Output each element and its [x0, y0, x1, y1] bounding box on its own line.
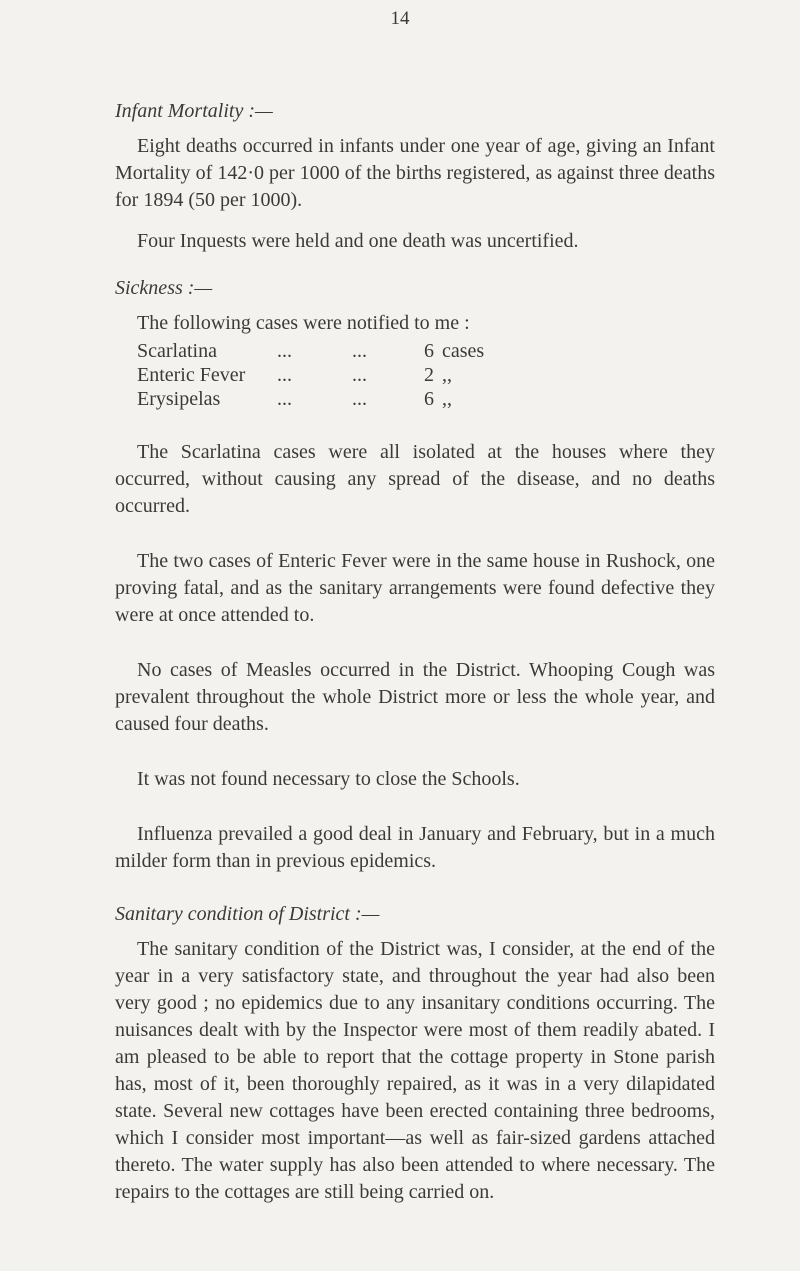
case-row-scarlatina: [137, 339, 715, 363]
infant-mortality-section: [115, 100, 715, 255]
sanitary-section: [115, 903, 715, 1206]
sickness-intro: The following cases were notified to me :: [137, 312, 470, 334]
cases-list: [137, 339, 715, 411]
measles-whooping-cough-paragraph: No cases of Measles occurred in the District. Whooping Cough was prevalent throughout the whole District more or less the whole year, and caused four deaths.: [115, 659, 715, 735]
case-leader-dots: ...: [352, 340, 367, 362]
case-disease: Erysipelas: [137, 388, 221, 410]
sanitary-paragraph: The sanitary condition of the District was, I consider, at the end of the year in a very satisfactory state, and throughout the year had also been very good ; no epidemics due to any insanitary conditions occurring. The nuisances dealt with by the Inspector were most of them readily abated. I am pleased to be able to report that the cottage property in Stone parish has, most of it, been thoroughly repaired, as it was in a very dilapidated state. Several new cottages have been erected containing three bedrooms, which I consider most important—as well as fair-sized gardens attached thereto. The water supply has also been attended to where necessary. The repairs to the cottages are still being carried on.: [115, 938, 715, 1203]
sanitary-heading: Sanitary condition of District :—: [115, 903, 380, 925]
case-leader-dots: ...: [352, 364, 367, 386]
infant-mortality-paragraph-1: Eight deaths occurred in infants under one year of age, giving an Infant Mortality of 142·0 per 1000 of the births registered, as against three deaths for 1894 (50 per 1000).: [115, 135, 715, 211]
page-number: 14: [390, 8, 410, 29]
case-count: 2: [424, 364, 434, 386]
case-count: 6: [424, 388, 434, 410]
case-leader-dots: ...: [277, 364, 292, 386]
sickness-section: [115, 277, 715, 875]
enteric-fever-paragraph: The two cases of Enteric Fever were in the same house in Rushock, one proving fatal, and as the sanitary arrangements were found defective they were at once attended to.: [115, 550, 715, 626]
influenza-paragraph: Influenza prevailed a good deal in January and February, but in a much milder form than in previous epidemics.: [115, 823, 715, 872]
case-row-enteric-fever: [137, 363, 715, 387]
case-unit: ,,: [442, 364, 452, 386]
case-leader-dots: ...: [277, 340, 292, 362]
case-leader-dots: ...: [277, 388, 292, 410]
case-leader-dots: ...: [352, 388, 367, 410]
case-unit: cases: [442, 340, 485, 362]
case-disease: Enteric Fever: [137, 364, 246, 386]
case-disease: Scarlatina: [137, 340, 217, 362]
case-count: 6: [424, 340, 434, 362]
case-unit: ,,: [442, 388, 452, 410]
infant-mortality-heading: Infant Mortality :—: [115, 100, 273, 122]
schools-paragraph: It was not found necessary to close the Schools.: [137, 768, 520, 790]
case-row-erysipelas: [137, 387, 715, 411]
scarlatina-paragraph: The Scarlatina cases were all isolated at the houses where they occurred, without causing any spread of the disease, and no deaths occurred.: [115, 441, 715, 517]
page-content: [115, 100, 715, 1206]
infant-mortality-paragraph-2: Four Inquests were held and one death was uncertified.: [137, 230, 579, 252]
sickness-heading: Sickness :—: [115, 277, 213, 299]
